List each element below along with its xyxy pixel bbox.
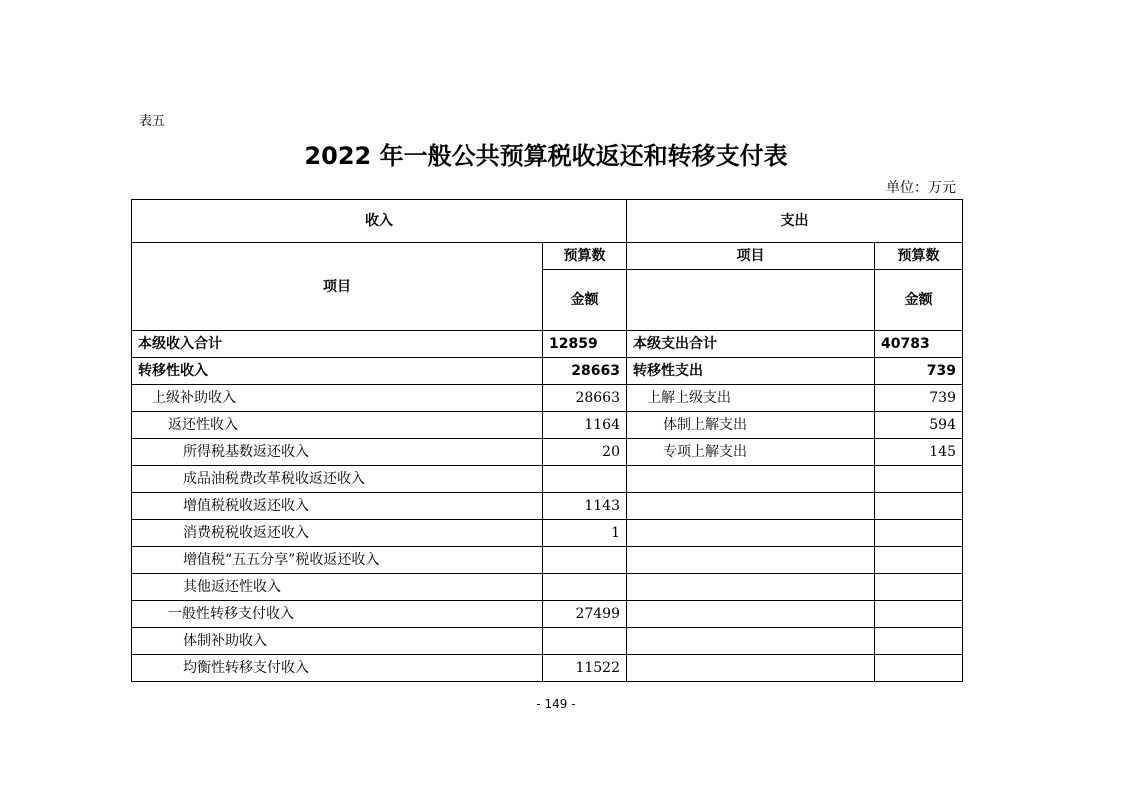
table-row: [132, 493, 963, 520]
row-value: 1143: [543, 493, 627, 520]
row-label: 其他返还性收入: [132, 574, 543, 601]
row-label: 增值税“五五分享”税收返还收入: [132, 547, 543, 574]
budget-table: [131, 199, 963, 682]
table-number: 表五: [139, 114, 166, 129]
table-row: [132, 412, 963, 439]
row-label: 上级补助收入: [132, 385, 543, 412]
row-label-right: [627, 601, 875, 628]
row-value-right: [875, 493, 963, 520]
row-label: 所得税基数返还收入: [132, 439, 543, 466]
table-row: [132, 466, 963, 493]
row-label: 转移性收入: [132, 358, 543, 385]
row-value: 1164: [543, 412, 627, 439]
row-label: 本级收入合计: [132, 331, 543, 358]
page-number: - 149 -: [536, 697, 576, 711]
budget-header-right: 预算数: [875, 243, 963, 270]
item-header-left: 项目: [132, 243, 543, 331]
table-row: [132, 331, 963, 358]
table-row: [132, 574, 963, 601]
row-label: 返还性收入: [132, 412, 543, 439]
row-label-right: [627, 628, 875, 655]
budget-header-left: 预算数: [543, 243, 627, 270]
row-value: 20: [543, 439, 627, 466]
table-row: [132, 385, 963, 412]
row-label-right: [627, 574, 875, 601]
row-value-right: [875, 628, 963, 655]
table-row: [132, 628, 963, 655]
row-value: [543, 466, 627, 493]
row-value: 12859: [543, 331, 627, 358]
row-value-right: [875, 655, 963, 682]
table-row: [132, 520, 963, 547]
row-value: 1: [543, 520, 627, 547]
row-label-right: 上解上级支出: [627, 385, 875, 412]
amount-header-right: 金额: [875, 270, 963, 331]
row-label-right: [627, 655, 875, 682]
row-value: [543, 628, 627, 655]
row-value-right: [875, 466, 963, 493]
row-value-right: [875, 520, 963, 547]
row-label-right: [627, 547, 875, 574]
row-value: 27499: [543, 601, 627, 628]
row-value-right: 40783: [875, 331, 963, 358]
table-row: [132, 547, 963, 574]
row-label: 增值税税收返还收入: [132, 493, 543, 520]
row-value-right: 145: [875, 439, 963, 466]
table-row: [132, 655, 963, 682]
row-value-right: [875, 547, 963, 574]
amount-header-left: 金额: [543, 270, 627, 331]
row-label-right: [627, 520, 875, 547]
row-label-right: 本级支出合计: [627, 331, 875, 358]
row-label: 体制补助收入: [132, 628, 543, 655]
row-value-right: 739: [875, 358, 963, 385]
row-value: 28663: [543, 385, 627, 412]
expense-header: 支出: [627, 200, 963, 243]
row-label-right: 专项上解支出: [627, 439, 875, 466]
row-value: [543, 547, 627, 574]
item-header-right-empty: [627, 270, 875, 331]
row-label: 成品油税费改革税收返还收入: [132, 466, 543, 493]
row-value-right: 739: [875, 385, 963, 412]
row-label-right: 体制上解支出: [627, 412, 875, 439]
row-label: 一般性转移支付收入: [132, 601, 543, 628]
item-header-right: 项目: [627, 243, 875, 270]
unit-label: 单位：万元: [886, 180, 956, 196]
row-label: 均衡性转移支付收入: [132, 655, 543, 682]
table-row: [132, 601, 963, 628]
table-row: [132, 358, 963, 385]
row-label-right: [627, 466, 875, 493]
row-label-right: [627, 493, 875, 520]
page-title: 2022 年一般公共预算税收返还和转移支付表: [304, 142, 788, 170]
row-value: 11522: [543, 655, 627, 682]
row-value-right: [875, 574, 963, 601]
row-value: 28663: [543, 358, 627, 385]
row-value-right: [875, 601, 963, 628]
income-header: 收入: [132, 200, 627, 243]
row-label: 消费税税收返还收入: [132, 520, 543, 547]
row-value: [543, 574, 627, 601]
row-value-right: 594: [875, 412, 963, 439]
row-label-right: 转移性支出: [627, 358, 875, 385]
table-row: [132, 439, 963, 466]
